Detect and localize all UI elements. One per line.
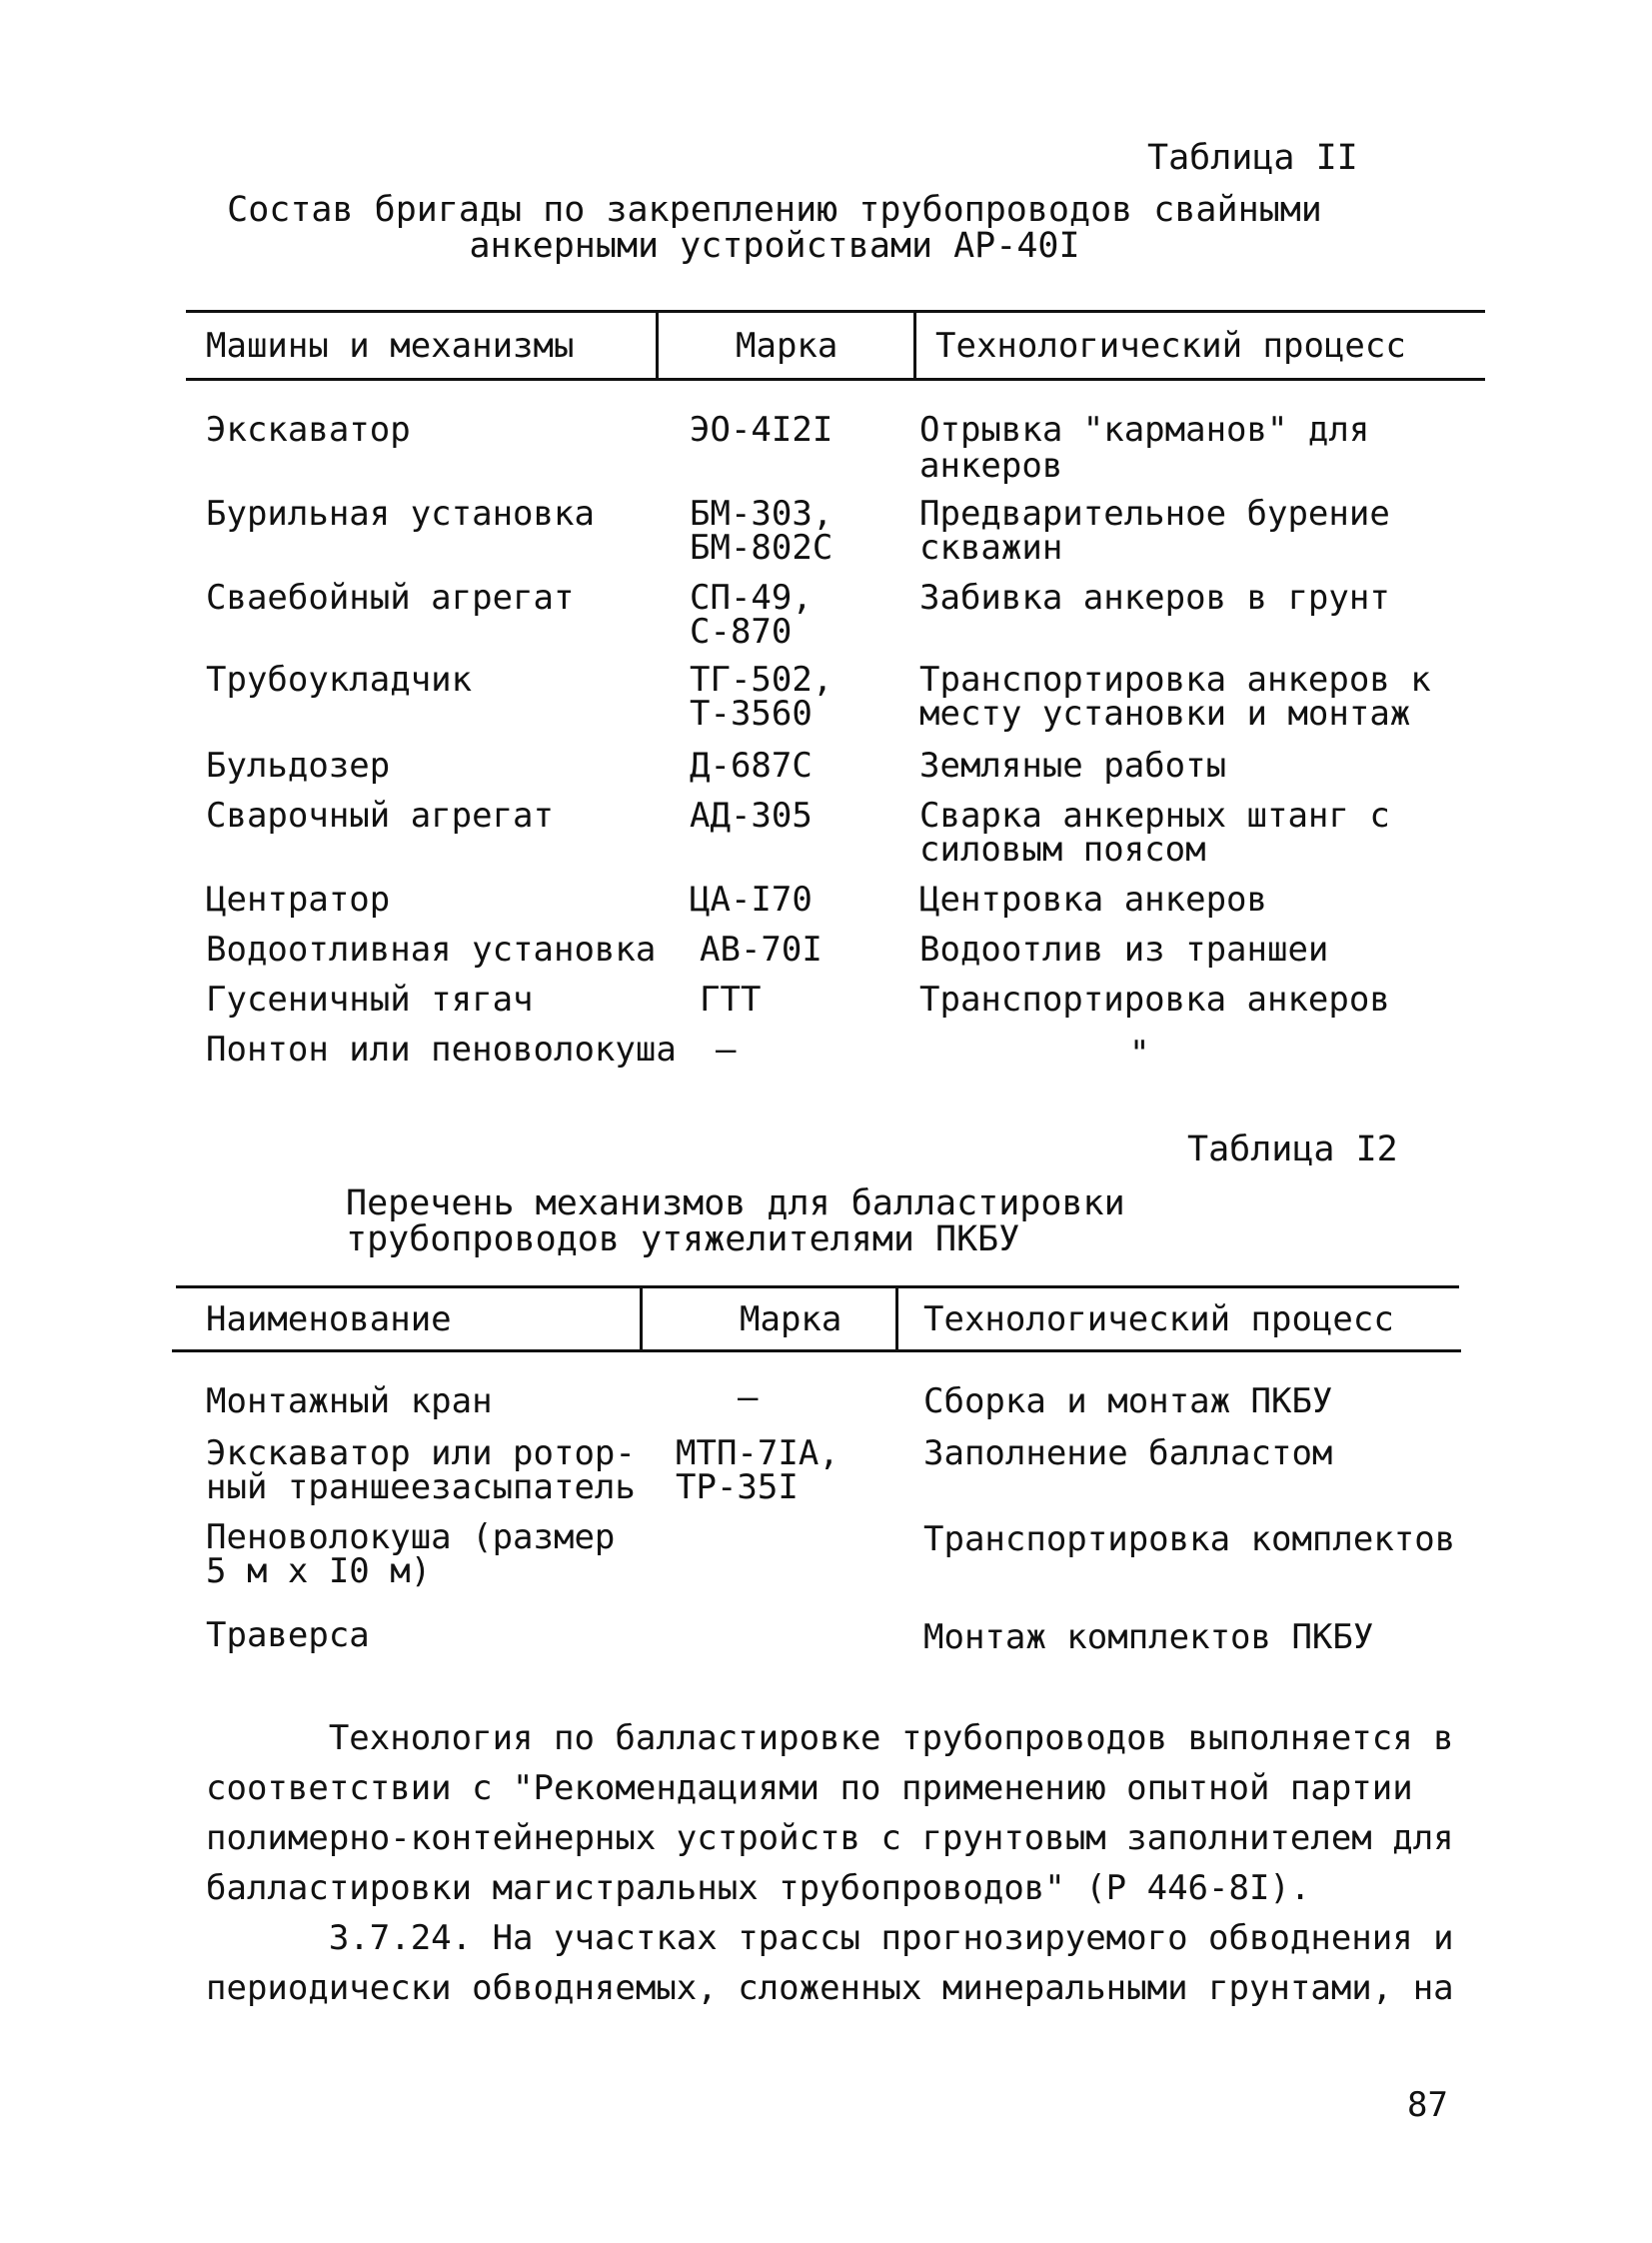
table-row-process: Предварительное бурение (919, 494, 1390, 534)
table-row-mark: ТГ-502, (690, 660, 833, 700)
table-row-mark: С-870 (690, 612, 793, 652)
table-11-header-rule (186, 378, 1485, 381)
table-row-mark: СП-49, (690, 578, 813, 618)
table-12-top-rule (176, 1285, 1459, 1288)
table-row-name: Пеноволокуша (размер (206, 1517, 616, 1557)
table-row-mark: – (716, 1030, 737, 1070)
table-12-col-divider-1 (640, 1285, 643, 1349)
table-row-name: 5 м х I0 м) (206, 1551, 432, 1591)
table-row-process: Центровка анкеров (919, 880, 1267, 920)
table-row-name: Монтажный кран (206, 1381, 493, 1421)
table-11-title-line2: анкерными устройствами АР-40I (469, 226, 1080, 266)
table-12-header-process: Технологический процесс (923, 1299, 1394, 1339)
table-row-process: Транспортировка анкеров к (919, 660, 1431, 700)
table-12-header-name: Наименование (206, 1299, 452, 1339)
paragraph-line: Технология по балластировке трубопроводов выполняется в (206, 1718, 1454, 1758)
paragraph-line: 3.7.24. На участках трассы прогнозируемого обводнения и (206, 1918, 1454, 1958)
table-row-process: Земляные работы (919, 746, 1227, 786)
table-12-title-line2: трубопроводов утяжелителями ПКБУ (346, 1219, 1020, 1259)
table-row-machine: Бульдозер (206, 746, 391, 786)
table-row-name: Траверса (206, 1615, 370, 1655)
table-11-header-machine: Машины и механизмы (206, 326, 575, 366)
table-12-header-mark: Марка (740, 1299, 842, 1339)
table-row-process: Водоотлив из траншеи (919, 930, 1329, 970)
table-row-process: Заполнение балластом (923, 1433, 1333, 1473)
table-row-mark: – (738, 1377, 759, 1417)
table-row-mark: Т-3560 (690, 694, 813, 734)
paragraph-line: балластировки магистральных трубопроводов" (Р 446-8I). (206, 1868, 1311, 1908)
table-row-process: Сборка и монтаж ПКБУ (923, 1381, 1333, 1421)
table-row-mark: ЭО-4I2I (690, 410, 833, 450)
table-row-process: Отрывка "карманов" для (919, 410, 1370, 450)
table-row-machine: Сварочный агрегат (206, 796, 554, 836)
table-row-machine: Бурильная установка (206, 494, 595, 534)
table-11-header-process: Технологический процесс (935, 326, 1406, 366)
table-11-title-line1: Состав бригады по закреплению трубопроводов свайными (227, 190, 1322, 230)
table-11-col-divider-2 (913, 310, 916, 378)
table-row-machine: Центратор (206, 880, 391, 920)
table-row-mark: ТР-35I (676, 1467, 799, 1507)
table-row-mark: АВ-70I (700, 930, 823, 970)
table-row-mark: АД-305 (690, 796, 813, 836)
paragraph-line: периодически обводняемых, сложенных минеральными грунтами, на (206, 1968, 1454, 2008)
table-11-top-rule (186, 310, 1485, 313)
table-row-mark: Д-687С (690, 746, 813, 786)
table-row-process: силовым поясом (919, 830, 1206, 870)
table-12-title-line1: Перечень механизмов для балластировки (346, 1183, 1125, 1223)
table-row-process: анкеров (919, 446, 1063, 486)
table-row-machine: Гусеничный тягач (206, 980, 534, 1020)
table-row-machine: Трубоукладчик (206, 660, 473, 700)
paragraph-line: соответствии с "Рекомендациями по применению опытной партии (206, 1768, 1413, 1808)
table-row-process: Сварка анкерных штанг с (919, 796, 1390, 836)
table-12-label: Таблица I2 (1187, 1129, 1398, 1169)
table-row-mark: БМ-802С (690, 528, 833, 568)
table-row-machine: Водоотливная установка (206, 930, 657, 970)
table-row-mark: ЦА-I70 (690, 880, 813, 920)
table-row-mark: БМ-303, (690, 494, 833, 534)
table-11-header-mark: Марка (736, 326, 838, 366)
table-row-mark: ГТТ (700, 980, 762, 1020)
table-11-label: Таблица II (1147, 138, 1358, 178)
table-row-name: Экскаватор или ротор- (206, 1433, 636, 1473)
table-row-machine: Сваебойный агрегат (206, 578, 575, 618)
table-row-name: ный траншеезасыпатель (206, 1467, 636, 1507)
table-row-process: Монтаж комплектов ПКБУ (923, 1617, 1374, 1657)
table-row-process: " (1129, 1034, 1150, 1074)
table-row-process: месту установки и монтаж (919, 694, 1411, 734)
table-row-machine: Экскаватор (206, 410, 411, 450)
table-row-process: Забивка анкеров в грунт (919, 578, 1390, 618)
table-row-machine: Понтон или пеноволокуша (206, 1030, 677, 1070)
table-row-process: скважин (919, 528, 1063, 568)
table-12-header-rule (172, 1349, 1461, 1352)
paragraph-line: полимерно-контейнерных устройств с грунтовым заполнителем для (206, 1818, 1454, 1858)
table-row-mark: МТП-7IА, (676, 1433, 839, 1473)
table-11-col-divider-1 (656, 310, 659, 378)
table-12-col-divider-2 (895, 1285, 898, 1349)
table-row-process: Транспортировка комплектов (923, 1519, 1456, 1559)
page-number: 87 (1407, 2085, 1448, 2125)
table-row-process: Транспортировка анкеров (919, 980, 1390, 1020)
